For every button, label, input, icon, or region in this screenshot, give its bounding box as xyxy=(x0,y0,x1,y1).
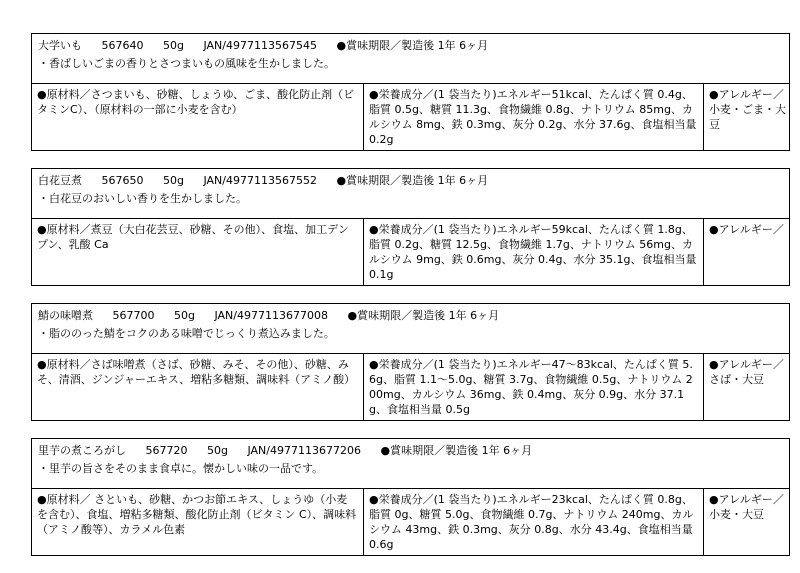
ingredients-cell: ●原材料／煮豆（大白花芸豆、砂糖、その他）、食塩、加工デンプン、乳酸 Ca xyxy=(32,219,364,285)
product-name: 里芋の煮ころがし xyxy=(38,444,126,457)
product-name: 大学いも xyxy=(38,39,82,52)
product-detail-row xyxy=(32,83,789,150)
product-spec-sheet xyxy=(31,33,790,573)
nutrition-cell: ●栄養成分／(1 袋当たり)エネルギー59kcal、たんぱく質 1.8g、脂質 0.2g、糖質 12.5g、食物繊維 1.7g、ナトリウム 56mg、カルシウム 9mg、鉄 0.6mg、灰分 0.4g、水分 35.1g、食塩相当量 0.1g xyxy=(364,219,704,285)
nutrition-cell: ●栄養成分／(1 袋当たり)エネルギー47～83kcal、たんぱく質 5.6g、脂質 1.1～5.0g、糖質 3.7g、食物繊維 0.5g、ナトリウム 200mg、カルシウム 36mg、鉄 0.4mg、灰分 0.9g、水分 37.1g、食塩相当量 0.5g xyxy=(364,354,704,420)
product-block xyxy=(31,438,790,556)
ingredients-cell: ●原材料／ さといも、砂糖、かつお節エキス、しょうゆ（小麦を含む）、食塩、増粘多糖類、酸化防止剤（ビタミン C）、調味料（アミノ酸等）、カラメル色素 xyxy=(32,489,364,555)
product-jan-code: JAN/4977113677206 xyxy=(247,444,361,457)
product-title-row xyxy=(38,308,783,323)
nutrition-cell: ●栄養成分／(1 袋当たり)エネルギー51kcal、たんぱく質 0.4g、脂質 0.5g、糖質 11.3g、食物繊維 0.8g、ナトリウム 85mg、カルシウム 8mg、鉄 0.3mg、灰分 0.2g、水分 37.6g、食塩相当量 0.2g xyxy=(364,84,704,150)
product-detail-row xyxy=(32,218,789,285)
product-detail-row xyxy=(32,353,789,420)
product-jan-code: JAN/4977113677008 xyxy=(214,309,328,322)
product-header xyxy=(32,304,789,353)
product-description: ・脂ののった鯖をコクのある味噌でじっくり煮込みました。 xyxy=(38,327,335,340)
allergy-cell: ●アレルギー／さば・大豆 xyxy=(709,358,784,386)
product-code: 567640 xyxy=(101,39,144,52)
product-header xyxy=(32,169,789,218)
product-block xyxy=(31,303,790,421)
product-weight: 50g xyxy=(207,444,228,457)
product-title-row xyxy=(38,173,783,188)
product-expiry: ●賞味期限／製造後 1年 6ヶ月 xyxy=(347,309,500,322)
product-weight: 50g xyxy=(174,309,195,322)
product-code: 567720 xyxy=(145,444,188,457)
product-title-row xyxy=(38,443,783,458)
allergy-cell: ●アレルギー／小麦・大豆 xyxy=(709,493,784,521)
product-name: 鯖の味噌煮 xyxy=(38,309,93,322)
allergy-cell: ●アレルギー／小麦・ごま・大豆 xyxy=(709,88,786,131)
product-weight: 50g xyxy=(163,174,184,187)
product-block xyxy=(31,168,790,286)
product-jan-code: JAN/4977113567552 xyxy=(203,174,317,187)
product-header xyxy=(32,439,789,488)
allergy-cell: ●アレルギー／ xyxy=(709,223,784,236)
product-name: 白花豆煮 xyxy=(38,174,82,187)
product-description: ・里芋の旨さをそのまま食卓に。懐かしい味の一品です。 xyxy=(38,462,324,475)
product-description: ・白花豆のおいしい香りを生かしました。 xyxy=(38,192,247,205)
product-expiry: ●賞味期限／製造後 1年 6ヶ月 xyxy=(336,39,489,52)
product-expiry: ●賞味期限／製造後 1年 6ヶ月 xyxy=(380,444,533,457)
product-code: 567700 xyxy=(112,309,155,322)
product-jan-code: JAN/4977113567545 xyxy=(203,39,317,52)
ingredients-cell: ●原材料／さば味噌煮（さば、砂糖、みそ、その他）、砂糖、みそ、清酒、ジンジャーエキス、増粘多糖類、調味料（アミノ酸） xyxy=(32,354,364,420)
product-header xyxy=(32,34,789,83)
product-weight: 50g xyxy=(163,39,184,52)
product-description: ・香ばしいごまの香りとさつまいもの風味を生かしました。 xyxy=(38,57,335,70)
product-detail-row xyxy=(32,488,789,555)
product-expiry: ●賞味期限／製造後 1年 6ヶ月 xyxy=(336,174,489,187)
product-title-row xyxy=(38,38,783,53)
nutrition-cell: ●栄養成分／(1 袋当たり)エネルギー23kcal、たんぱく質 0.8g、脂質 0g、糖質 5.0g、食物繊維 0.7g、ナトリウム 240mg、カルシウム 43mg、鉄 0.3mg、灰分 0.8g、水分 43.4g、食塩相当量 0.6g xyxy=(364,489,704,555)
product-code: 567650 xyxy=(101,174,144,187)
ingredients-cell: ●原材料／さつまいも、砂糖、しょうゆ、ごま、酸化防止剤（ビタミンC）、（原材料の一部に小麦を含む） xyxy=(32,84,364,150)
product-block xyxy=(31,33,790,151)
